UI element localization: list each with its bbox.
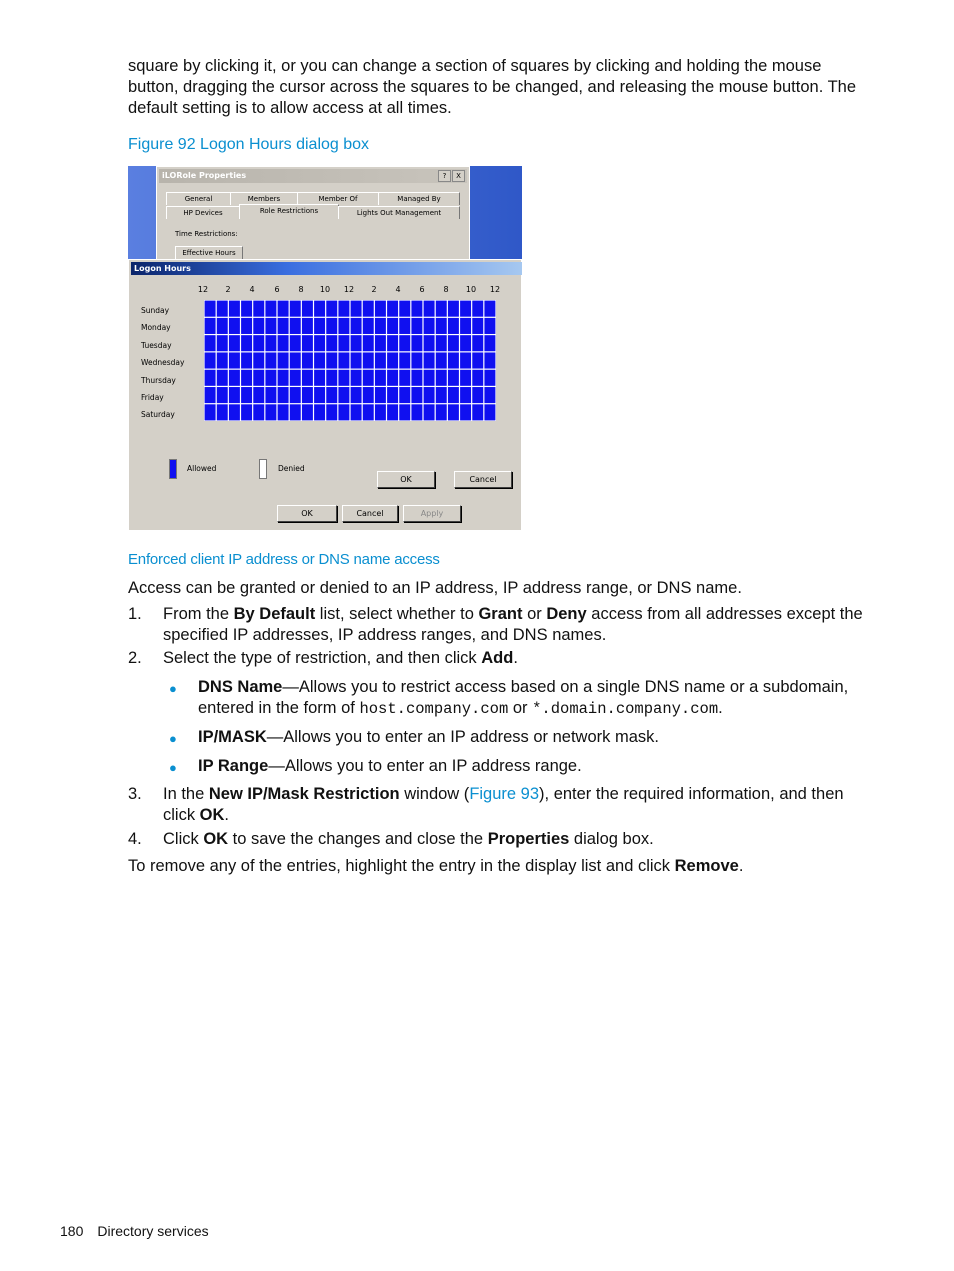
hour-cell[interactable] (351, 318, 362, 334)
hour-cell[interactable] (363, 387, 374, 403)
hour-cell[interactable] (399, 370, 410, 386)
hour-cell[interactable] (363, 352, 374, 368)
denied-swatch (259, 459, 267, 479)
hour-cell[interactable] (472, 370, 483, 386)
intro-paragraph: square by clicking it, or you can change a section of squares by clicking and holding the mouse button, dragging the cursor across the squares to be changed, and releasing the mouse button. The default setting is to allow access at all times. (128, 57, 857, 117)
hour-cell[interactable] (278, 301, 289, 317)
hour-cell[interactable] (387, 301, 398, 317)
hour-cell[interactable] (278, 318, 289, 334)
help-button[interactable]: ? (438, 170, 451, 182)
hour-cell[interactable] (472, 318, 483, 334)
hour-cell[interactable] (424, 352, 435, 368)
hour-cell[interactable] (217, 352, 228, 368)
hour-cell[interactable] (338, 370, 349, 386)
tab-members[interactable]: Members (230, 192, 298, 205)
hour-cell[interactable] (302, 404, 313, 420)
hour-cell[interactable] (302, 318, 313, 334)
hour-cell[interactable] (253, 370, 264, 386)
hour-cell[interactable] (278, 335, 289, 351)
hour-cell[interactable] (484, 318, 495, 334)
hour-cell[interactable] (424, 370, 435, 386)
hour-cell[interactable] (205, 301, 216, 317)
hour-cell[interactable] (217, 387, 228, 403)
hour-cell[interactable] (399, 335, 410, 351)
hour-cell[interactable] (217, 318, 228, 334)
hour-cell[interactable] (399, 404, 410, 420)
hour-cell[interactable] (217, 301, 228, 317)
hour-cell[interactable] (448, 387, 459, 403)
hour-cell[interactable] (217, 370, 228, 386)
bullet-icon: ● (169, 760, 177, 775)
hour-cell[interactable] (241, 370, 252, 386)
hour-cell[interactable] (205, 352, 216, 368)
hour-cell[interactable] (436, 301, 447, 317)
hour-cell[interactable] (241, 301, 252, 317)
logon-hours-dialog (128, 259, 522, 531)
hour-cell[interactable] (375, 387, 386, 403)
remove-paragraph: To remove any of the entries, highlight the entry in the display list and click Remove. (128, 857, 744, 875)
hour-cell[interactable] (290, 404, 301, 420)
properties-button-bar (156, 500, 470, 530)
hour-cell[interactable] (351, 404, 362, 420)
properties-apply-button[interactable]: Apply (403, 505, 461, 522)
page-footer (60, 1223, 209, 1239)
hour-label: 4 (395, 285, 401, 294)
hour-cell[interactable] (436, 387, 447, 403)
hour-cell[interactable] (472, 352, 483, 368)
hour-cell[interactable] (411, 387, 422, 403)
hour-cell[interactable] (302, 387, 313, 403)
hour-cell[interactable] (265, 352, 276, 368)
hour-cell[interactable] (326, 318, 337, 334)
bullet-dns-name: DNS Name—Allows you to restrict access based on a single DNS name or a subdomain, entered in the form of host.company.com or *.domain.company.com. (198, 678, 849, 718)
hour-cell[interactable] (253, 387, 264, 403)
hour-cell[interactable] (387, 352, 398, 368)
hour-cell[interactable] (472, 301, 483, 317)
hour-label: 12 (489, 285, 501, 294)
hour-cell[interactable] (460, 404, 471, 420)
hour-cell[interactable] (314, 370, 325, 386)
hour-cell[interactable] (326, 404, 337, 420)
hour-cell[interactable] (229, 318, 240, 334)
hour-cell[interactable] (205, 387, 216, 403)
hour-cell[interactable] (278, 352, 289, 368)
hour-cell[interactable] (302, 301, 313, 317)
hour-label: 8 (443, 285, 449, 294)
hour-label: 10 (465, 285, 477, 294)
day-label: Sunday (141, 306, 170, 315)
tab-member-of[interactable]: Member Of (297, 192, 379, 205)
hour-cell[interactable] (436, 352, 447, 368)
hour-cell[interactable] (290, 335, 301, 351)
hour-cell[interactable] (387, 335, 398, 351)
hour-cell[interactable] (205, 404, 216, 420)
access-paragraph: Access can be granted or denied to an IP address, IP address range, or DNS name. (128, 579, 742, 597)
hour-cell[interactable] (229, 387, 240, 403)
hour-cell[interactable] (241, 335, 252, 351)
hour-cell[interactable] (363, 404, 374, 420)
hour-cell[interactable] (265, 301, 276, 317)
hour-cell[interactable] (205, 370, 216, 386)
hour-cell[interactable] (411, 352, 422, 368)
hour-cell[interactable] (424, 335, 435, 351)
hour-cell[interactable] (448, 404, 459, 420)
hour-cell[interactable] (265, 404, 276, 420)
properties-title-bar: iLORole Properties (159, 169, 467, 183)
step-3-text: In the New IP/Mask Restriction window (Figure 93), enter the required information, and then click OK. (163, 785, 844, 824)
hour-cell[interactable] (338, 352, 349, 368)
tab-role-restrictions[interactable]: Role Restrictions (239, 204, 339, 219)
tab-general[interactable]: General (166, 192, 231, 205)
hour-cell[interactable] (460, 318, 471, 334)
hour-cell[interactable] (278, 370, 289, 386)
step-2-text: Select the type of restriction, and then click Add. (163, 649, 518, 667)
hour-cell[interactable] (436, 404, 447, 420)
hour-cell[interactable] (411, 404, 422, 420)
hour-cell[interactable] (205, 335, 216, 351)
hour-cell[interactable] (448, 335, 459, 351)
hour-cell[interactable] (302, 335, 313, 351)
hour-cell[interactable] (363, 301, 374, 317)
hour-cell[interactable] (484, 370, 495, 386)
step-4-text: Click OK to save the changes and close the Properties dialog box. (163, 830, 654, 848)
hour-cell[interactable] (229, 404, 240, 420)
hour-cell[interactable] (484, 352, 495, 368)
hour-cell[interactable] (424, 301, 435, 317)
hour-cell[interactable] (314, 387, 325, 403)
tab-lights-out-management[interactable]: Lights Out Management (338, 206, 460, 219)
step-number: 2. (128, 649, 142, 667)
hour-cell[interactable] (326, 335, 337, 351)
hour-label: 2 (225, 285, 231, 294)
hour-cell[interactable] (351, 387, 362, 403)
hour-label: 10 (319, 285, 331, 294)
hour-cell[interactable] (229, 335, 240, 351)
hour-cell[interactable] (229, 352, 240, 368)
hour-cell[interactable] (351, 370, 362, 386)
hour-cell[interactable] (326, 370, 337, 386)
hour-cell[interactable] (241, 318, 252, 334)
hour-cell[interactable] (217, 404, 228, 420)
properties-ok-button[interactable]: OK (277, 505, 337, 522)
hour-cell[interactable] (363, 318, 374, 334)
hour-cell[interactable] (448, 318, 459, 334)
properties-dialog (156, 166, 470, 263)
hour-cell[interactable] (399, 352, 410, 368)
day-label: Tuesday (141, 341, 172, 350)
hour-cell[interactable] (424, 404, 435, 420)
hour-cell[interactable] (265, 387, 276, 403)
effective-hours-tab[interactable]: Effective Hours (175, 246, 243, 259)
hour-cell[interactable] (411, 370, 422, 386)
hour-cell[interactable] (338, 404, 349, 420)
hour-cell[interactable] (314, 352, 325, 368)
logon-cancel-button[interactable]: Cancel (454, 471, 512, 488)
hour-cell[interactable] (387, 387, 398, 403)
hour-cell[interactable] (387, 318, 398, 334)
hour-cell[interactable] (253, 301, 264, 317)
hour-cell[interactable] (338, 335, 349, 351)
hour-cell[interactable] (460, 352, 471, 368)
step-1-text: From the By Default list, select whether to Grant or Deny access from all addresses except the specified IP addresses, IP address ranges, and DNS names. (163, 605, 863, 644)
hour-cell[interactable] (338, 301, 349, 317)
hour-cell[interactable] (424, 318, 435, 334)
hour-cell[interactable] (448, 301, 459, 317)
hour-cell[interactable] (484, 335, 495, 351)
hour-cell[interactable] (290, 370, 301, 386)
hour-label: 2 (371, 285, 377, 294)
hour-cell[interactable] (472, 404, 483, 420)
day-label: Saturday (141, 410, 175, 419)
hour-cell[interactable] (460, 335, 471, 351)
hour-cell[interactable] (314, 318, 325, 334)
hour-cell[interactable] (205, 318, 216, 334)
hour-cell[interactable] (399, 387, 410, 403)
hour-label: 6 (274, 285, 280, 294)
hour-cell[interactable] (302, 352, 313, 368)
hour-cell[interactable] (411, 335, 422, 351)
hour-cell[interactable] (351, 335, 362, 351)
allowed-label: Allowed (187, 464, 217, 473)
hour-cell[interactable] (302, 370, 313, 386)
hour-cell[interactable] (326, 387, 337, 403)
hour-cell[interactable] (253, 404, 264, 420)
step-number: 3. (128, 785, 142, 803)
hour-cell[interactable] (484, 404, 495, 420)
hour-cell[interactable] (338, 318, 349, 334)
bullet-ip-range: IP Range—Allows you to enter an IP address range. (198, 757, 582, 775)
tab-hp-devices[interactable]: HP Devices (166, 206, 240, 219)
hour-cell[interactable] (436, 318, 447, 334)
day-label: Monday (141, 323, 171, 332)
hour-cell[interactable] (229, 301, 240, 317)
day-label: Wednesday (141, 358, 185, 367)
hour-cell[interactable] (399, 318, 410, 334)
hour-cell[interactable] (363, 335, 374, 351)
hour-cell[interactable] (387, 370, 398, 386)
hour-cell[interactable] (411, 301, 422, 317)
hour-cell[interactable] (424, 387, 435, 403)
hour-cell[interactable] (241, 387, 252, 403)
step-number: 4. (128, 830, 142, 848)
hour-cell[interactable] (290, 301, 301, 317)
hour-cell[interactable] (351, 352, 362, 368)
hour-cell[interactable] (217, 335, 228, 351)
hour-cell[interactable] (375, 301, 386, 317)
hour-label: 8 (298, 285, 304, 294)
logon-hours-screenshot (128, 166, 522, 531)
hour-cell[interactable] (460, 387, 471, 403)
hour-cell[interactable] (436, 335, 447, 351)
hour-cell[interactable] (399, 301, 410, 317)
hour-cell[interactable] (326, 301, 337, 317)
figure-93-link[interactable]: Figure 93 (469, 785, 540, 803)
day-label: Friday (141, 393, 164, 402)
hour-cell[interactable] (253, 352, 264, 368)
bullet-icon: ● (169, 681, 177, 696)
hour-cell[interactable] (375, 352, 386, 368)
hour-cell[interactable] (351, 301, 362, 317)
hour-cell[interactable] (448, 352, 459, 368)
hour-cell[interactable] (460, 370, 471, 386)
tab-managed-by[interactable]: Managed By (378, 192, 460, 205)
hour-cell[interactable] (387, 404, 398, 420)
page-number: 180 (60, 1223, 84, 1239)
hour-cell[interactable] (411, 318, 422, 334)
section-heading: Enforced client IP address or DNS name access (128, 551, 440, 568)
hour-cell[interactable] (375, 335, 386, 351)
hour-cell[interactable] (484, 301, 495, 317)
allowed-swatch (169, 459, 177, 479)
hour-cell[interactable] (448, 370, 459, 386)
logon-ok-button[interactable]: OK (377, 471, 435, 488)
footer-section: Directory services (97, 1223, 209, 1239)
hour-cell[interactable] (253, 335, 264, 351)
close-button[interactable]: X (452, 170, 465, 182)
hour-cell[interactable] (290, 387, 301, 403)
hour-cell[interactable] (265, 370, 276, 386)
figure-caption: Figure 92 Logon Hours dialog box (128, 136, 370, 153)
hour-cell[interactable] (278, 404, 289, 420)
logon-hours-grid[interactable] (204, 300, 496, 421)
hour-cell[interactable] (472, 335, 483, 351)
day-label: Thursday (141, 376, 176, 385)
hour-cell[interactable] (290, 352, 301, 368)
hour-cell[interactable] (241, 352, 252, 368)
logon-hours-title-bar: Logon Hours (131, 262, 522, 275)
hour-cell[interactable] (314, 404, 325, 420)
hour-cell[interactable] (363, 370, 374, 386)
hour-cell[interactable] (436, 370, 447, 386)
hour-cell[interactable] (241, 404, 252, 420)
time-restrictions-label: Time Restrictions: (175, 230, 238, 238)
hour-label: 4 (249, 285, 255, 294)
denied-label: Denied (278, 464, 305, 473)
hour-label: 12 (343, 285, 355, 294)
hour-cell[interactable] (314, 301, 325, 317)
hour-cell[interactable] (265, 335, 276, 351)
hour-cell[interactable] (265, 318, 276, 334)
hour-cell[interactable] (460, 301, 471, 317)
hour-label: 6 (419, 285, 425, 294)
hour-cell[interactable] (375, 404, 386, 420)
bullet-icon: ● (169, 731, 177, 746)
hour-label: 12 (197, 285, 209, 294)
hour-cell[interactable] (375, 370, 386, 386)
step-number: 1. (128, 605, 142, 623)
hour-cell[interactable] (278, 387, 289, 403)
hour-cell[interactable] (314, 335, 325, 351)
hour-cell[interactable] (472, 387, 483, 403)
hour-cell[interactable] (338, 387, 349, 403)
hour-cell[interactable] (326, 352, 337, 368)
hour-cell[interactable] (375, 318, 386, 334)
properties-cancel-button[interactable]: Cancel (342, 505, 398, 522)
hour-cell[interactable] (229, 370, 240, 386)
hour-cell[interactable] (484, 387, 495, 403)
hour-cell[interactable] (290, 318, 301, 334)
bullet-ip-mask: IP/MASK—Allows you to enter an IP address or network mask. (198, 728, 659, 746)
hour-cell[interactable] (253, 318, 264, 334)
